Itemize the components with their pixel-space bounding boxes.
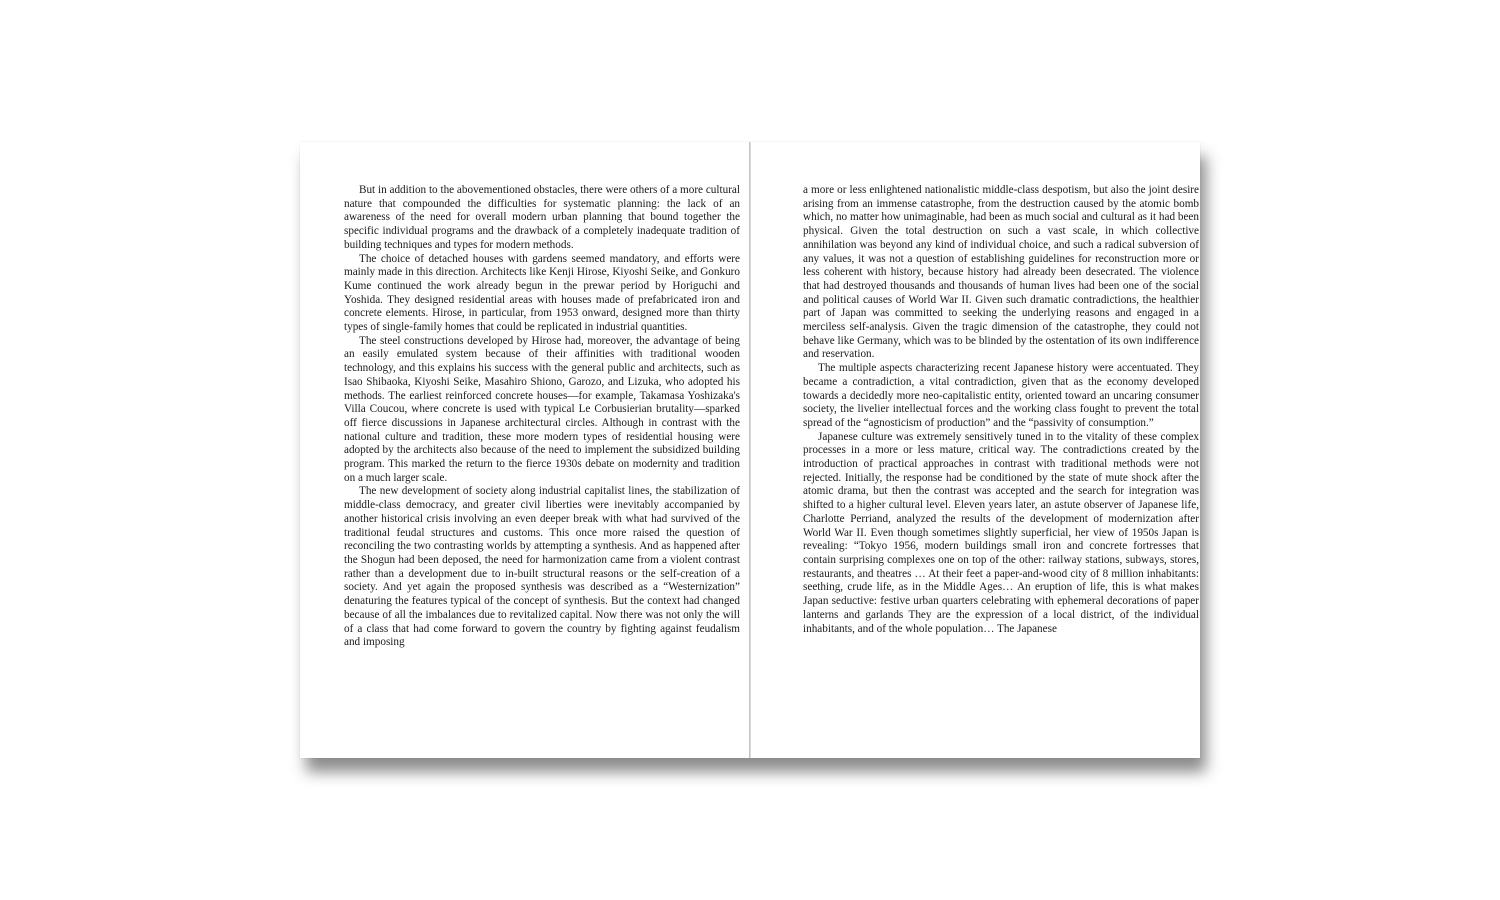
right-page bbox=[803, 184, 1199, 636]
paragraph: But in addition to the abovementioned obstacles, there were others of a more cultural nature that compounded the difficulties for systematic planning: the lack of an awareness of the need for overall modern urban planning that bound together the specific individual programs and the drawback of a completely inadequate tradition of building techniques and types for modern methods. bbox=[344, 184, 740, 251]
left-page bbox=[344, 184, 740, 650]
book-spread bbox=[300, 142, 1200, 758]
paragraph: a more or less enlightened nationalistic middle-class despotism, but also the joint desire arising from an immense catastrophe, from the destruction caused by the atomic bomb which, no matter how unimaginable, had been as much social and cultural as it had been physical. Given the total destruction on such a vast scale, in which collective annihilation was beyond any kind of individual choice, and such a radical subversion of any values, it was not a question of establishing guidelines for reconstruction more or less coherent with history, because history had already been desecrated. The violence that had destroyed thousands and thousands of human lives had been one of the social and political causes of World War II. Given such dramatic contradictions, the healthier part of Japan was committed to seeking the underlying reasons and engaged in a merciless self-analysis. Given the tragic dimension of the catastrophe, they could not behave like Germany, which was to be blinded by the ostentation of its own indifference and reservation. bbox=[803, 184, 1199, 361]
paragraph: The new development of society along industrial capitalist lines, the stabilization of middle-class democracy, and greater civil liberties were inevitably accompanied by another historical crisis involving an even deeper break with what had survived of the traditional feudal structures and customs. This once more raised the question of reconciling the two contrasting worlds by attempting a synthesis. And as happened after the Shogun had been deposed, the need for harmonization came from a violent contrast rather than a development due to in-built structural reasons or the self-creation of a society. And yet again the proposed synthesis was described as a “Westernization” denaturing the features typical of the concept of synthesis. But the context had changed because of all the imbalances due to revitalized capital. Now there was not only the will of a class that had come forward to govern the country by fighting against feudalism and imposing bbox=[344, 485, 740, 649]
paragraph: The choice of detached houses with gardens seemed mandatory, and efforts were mainly made in this direction. Architects like Kenji Hirose, Kiyoshi Seike, and Gonkuro Kume continued the work already begun in the prewar period by Horiguchi and Yoshida. They designed residential areas with houses made of prefabricated iron and concrete elements. Hirose, in particular, from 1953 onward, designed more than thirty types of single-family homes that could be replicated in industrial quantities. bbox=[344, 252, 740, 334]
paragraph: The multiple aspects characterizing recent Japanese history were accentuated. They became a contradiction, a vital contradiction, given that as the economy developed towards a decidedly more neo-capitalistic entity, oriented toward an uncaring consumer society, the livelier intellectual forces and the working class fought to prevent the total spread of the “agnosticism of production” and the “passivity of consumption.” bbox=[803, 362, 1199, 429]
book-gutter bbox=[749, 142, 751, 758]
paragraph: Japanese culture was extremely sensitively tuned in to the vitality of these complex processes in a more or less mature, critical way. The contradictions created by the introduction of practical approaches in contrast with traditional methods were not rejected. Initially, the response had be conditioned by the state of mute shock after the atomic drama, but then the contrast was accepted and the search for integration was shifted to a higher cultural level. Eleven years later, an astute observer of Japanese life, Charlotte Perriand, analyzed the results of the development of modernization after World War II. Even though sometimes slightly superficial, her view of 1950s Japan is revealing: “Tokyo 1956, modern buildings small iron and concrete fortresses that contain surprising complexes one on top of the other: railway stations, subways, stores, restaurants, and theatres … At their feet a paper-and-wood city of 8 million inhabitants: seething, crude life, as in the Middle Ages… An eruption of life, this is what makes Japan seductive: festive urban quarters celebrating with ephemeral decorations of paper lanterns and garlands They are the expression of a local district, of the individual inhabitants, and of the whole population… The Japanese bbox=[803, 430, 1199, 635]
paragraph: The steel constructions developed by Hirose had, moreover, the advantage of being an easily emulated system because of their affinities with traditional wooden technology, and this explains his success with the general public and architects, such as Isao Shibaoka, Kiyoshi Seike, Masahiro Shiono, Garozo, and Lizuka, who adopted his methods. The earliest reinforced concrete houses—for example, Takamasa Yoshizaka's Villa Coucou, where concrete is used with typical Le Corbusierian brutality—sparked off fierce discussions in Japanese architectural circles. Although in contrast with the national culture and tradition, these more modern types of residential housing were adopted by the architects also because of the need to implement the subsidized building program. This marked the return to the fierce 1930s debate on modernity and tradition on a much larger scale. bbox=[344, 334, 740, 484]
